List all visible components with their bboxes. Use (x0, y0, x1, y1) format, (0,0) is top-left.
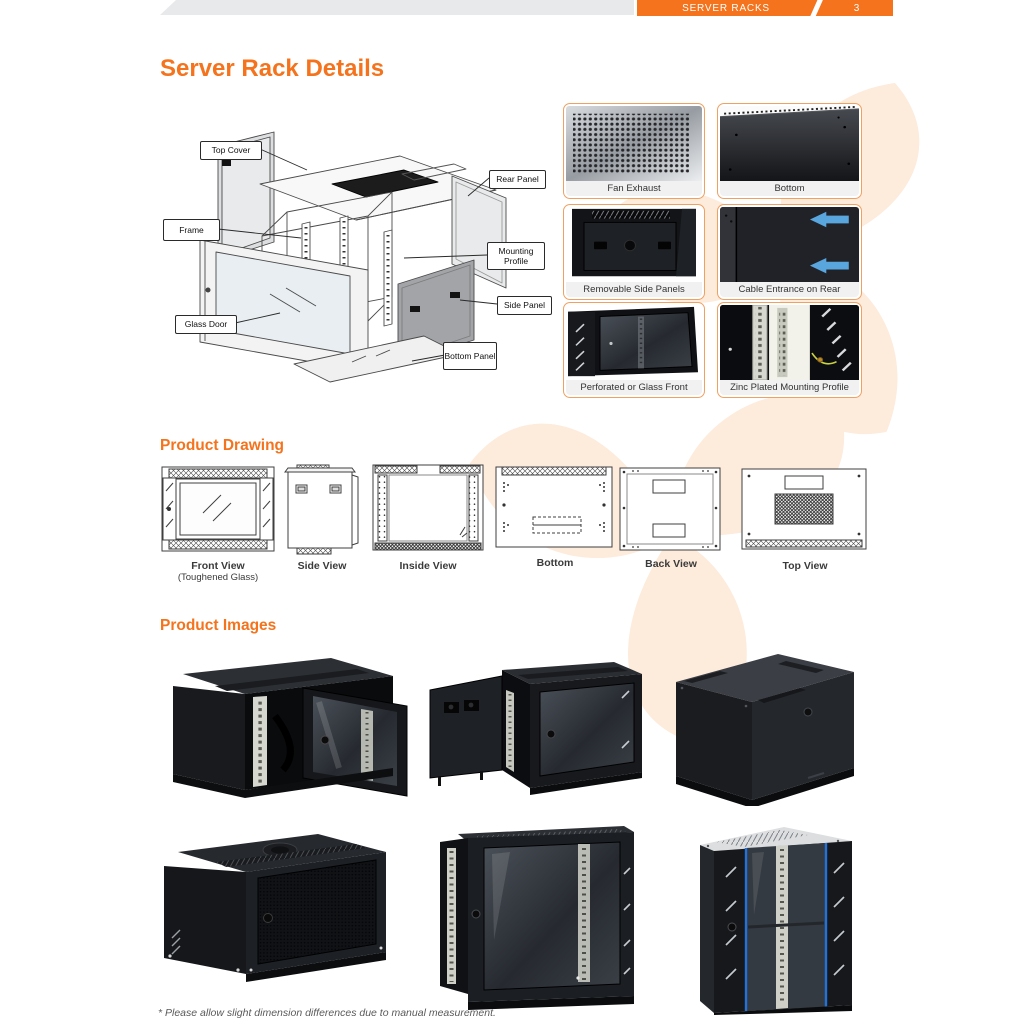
feature-card-side-panels (563, 204, 705, 300)
diagram-label-bottom-panel: Bottom Panel (443, 342, 497, 370)
feature-caption: Zinc Plated Mounting Profile (720, 380, 859, 395)
product-photo-glass-front (428, 818, 643, 1010)
drawing-top-view: Top View (740, 466, 870, 572)
product-photo-side-panel-off (418, 650, 643, 800)
product-images-heading: Product Images (160, 617, 277, 634)
feature-caption: Cable Entrance on Rear (720, 282, 859, 297)
product-photo-closed-rear (658, 648, 863, 806)
drawing-bottom-view: Bottom (494, 461, 616, 569)
feature-card-front (563, 302, 705, 398)
feature-card-cable-entrance (717, 204, 862, 300)
feature-card-fan-exhaust (563, 103, 705, 199)
page-title: Server Rack Details (160, 55, 385, 82)
drawing-back-view: Back View (618, 466, 724, 570)
feature-caption: Removable Side Panels (566, 282, 702, 297)
bottom-panel-photo (720, 106, 859, 181)
diagram-label-glass-door: Glass Door (175, 315, 237, 334)
removable-side-panels-photo (566, 207, 702, 282)
drawing-front-view: Front View (Toughened Glass) (150, 463, 286, 583)
diagram-label-top-cover: Top Cover (200, 141, 262, 160)
cable-entrance-photo (720, 207, 859, 282)
header-gray-stripe (160, 0, 634, 15)
drawing-side-view: Side View (282, 463, 362, 572)
fan-exhaust-photo (566, 106, 702, 181)
feature-caption: Bottom (720, 181, 859, 196)
feature-card-bottom (717, 103, 862, 199)
header-section-label: SERVER RACKS (682, 2, 770, 14)
header-page-number: 3 (853, 2, 860, 14)
product-drawing-heading: Product Drawing (160, 437, 285, 454)
perforated-glass-front-photo (566, 305, 702, 380)
measurement-footnote: * Please allow slight dimension differences due to manual measurement. (158, 1007, 496, 1019)
header-section-tab (637, 0, 893, 16)
diagram-label-mounting-profile: Mounting Profile (487, 242, 545, 270)
product-photo-perforated-door (150, 822, 395, 987)
drawing-inside-view: Inside View (372, 463, 484, 572)
feature-card-mounting-profile (717, 302, 862, 398)
diagram-label-frame: Frame (163, 219, 220, 241)
diagram-label-side-panel: Side Panel (497, 296, 552, 315)
zinc-mounting-profile-photo (720, 305, 859, 380)
product-photo-glass-door-open (155, 648, 425, 800)
diagram-label-rear-panel: Rear Panel (489, 170, 546, 189)
product-photo-glass-door-blue-trim (688, 815, 863, 1015)
feature-caption: Fan Exhaust (566, 181, 702, 196)
feature-caption: Perforated or Glass Front (566, 380, 702, 395)
